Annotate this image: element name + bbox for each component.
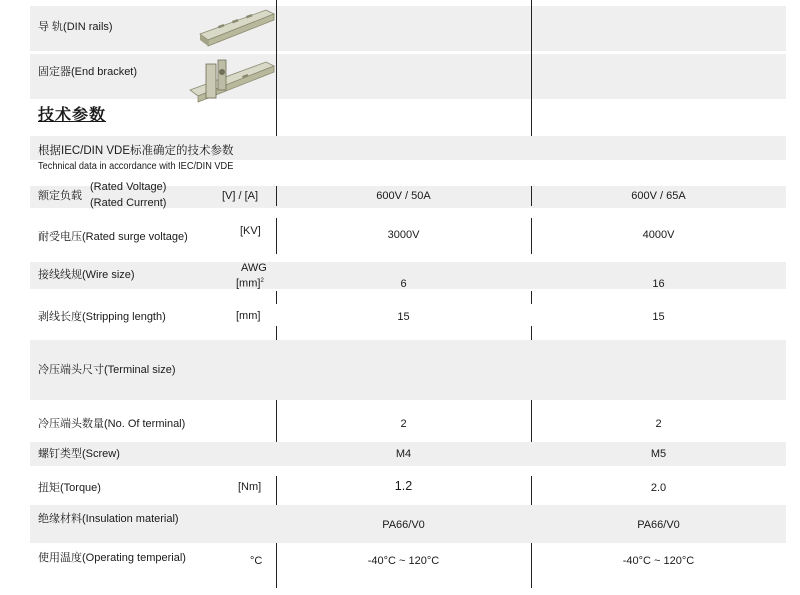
- row-value-col1: 15: [397, 311, 410, 323]
- row-value-col1: 2: [400, 418, 407, 430]
- row-value-col2: 16: [652, 278, 665, 290]
- row-unit: [236, 275, 264, 291]
- col-divider-1: [276, 291, 277, 304]
- row-value-col2: M5: [650, 448, 667, 460]
- row-label: 剥线长度(Stripping length): [38, 311, 166, 323]
- row-unit: °C: [250, 555, 263, 567]
- row-unit-sup: 2: [260, 278, 264, 284]
- row-unit: [mm]: [236, 310, 261, 322]
- row-unit-mm: [mm]: [236, 277, 261, 290]
- row-value-col1: M4: [395, 448, 412, 460]
- col-divider-2: [531, 291, 532, 304]
- row-value-col2: 15: [652, 311, 665, 323]
- row-value-col2: 2: [655, 418, 662, 430]
- col-divider-2: [531, 0, 532, 136]
- row-unit: [KV]: [240, 225, 261, 237]
- row-label: 耐受电压(Rated surge voltage): [38, 231, 188, 243]
- col-divider-2: [531, 326, 532, 340]
- col-divider-1: [276, 326, 277, 340]
- band-end-bracket: [30, 54, 786, 99]
- subtitle-en: Technical data in accordance with IEC/DIN VDE: [38, 161, 234, 172]
- row-value-col2: -40°C ~ 120°C: [622, 555, 695, 567]
- row-label: 冷压端头数量(No. Of terminal): [38, 418, 186, 430]
- din-rails-label: 导 轨(DIN rails): [38, 21, 113, 33]
- band-din-rails: [30, 6, 786, 51]
- row-sublabel: (Rated Voltage): [90, 181, 167, 193]
- row-value-col1: 6: [400, 278, 407, 290]
- row-value-col2: 4000V: [642, 229, 675, 241]
- row-value-col2: PA66/V0: [637, 519, 680, 531]
- row-value-col1: -40°C ~ 120°C: [367, 555, 440, 567]
- row-label: 额定负载: [38, 190, 82, 202]
- row-unit: AWG: [241, 262, 267, 274]
- section-title: 技术参数: [38, 107, 107, 124]
- row-unit: [Nm]: [238, 481, 262, 493]
- row-value-col1: 3000V: [387, 229, 420, 241]
- row-value-col2: 600V / 65A: [631, 190, 686, 202]
- end-bracket-icon: [186, 54, 278, 108]
- subtitle-cn: 根据IEC/DIN VDE标准确定的技术参数: [38, 145, 234, 157]
- row-label: 接线线规(Wire size): [38, 269, 135, 281]
- row-value-col1: 600V / 50A: [376, 190, 431, 202]
- end-bracket-label: 固定器(End bracket): [38, 66, 138, 78]
- row-value-col1: PA66/V0: [382, 519, 425, 531]
- row-label: 使用温度(Operating temperial): [38, 552, 186, 564]
- row-label: 螺钉类型(Screw): [38, 448, 120, 460]
- din-rail-icon: [196, 6, 278, 48]
- row-value-col1: 1.2: [394, 479, 413, 493]
- row-label: 扭矩(Torque): [38, 482, 101, 494]
- row-label: 绝缘材料(Insulation material): [38, 513, 179, 525]
- row-unit: [V] / [A]: [222, 190, 259, 202]
- row-sublabel: (Rated Current): [90, 197, 167, 209]
- row-value-col2: 2.0: [650, 482, 667, 494]
- row-label: 冷压端头尺寸(Terminal size): [38, 364, 176, 376]
